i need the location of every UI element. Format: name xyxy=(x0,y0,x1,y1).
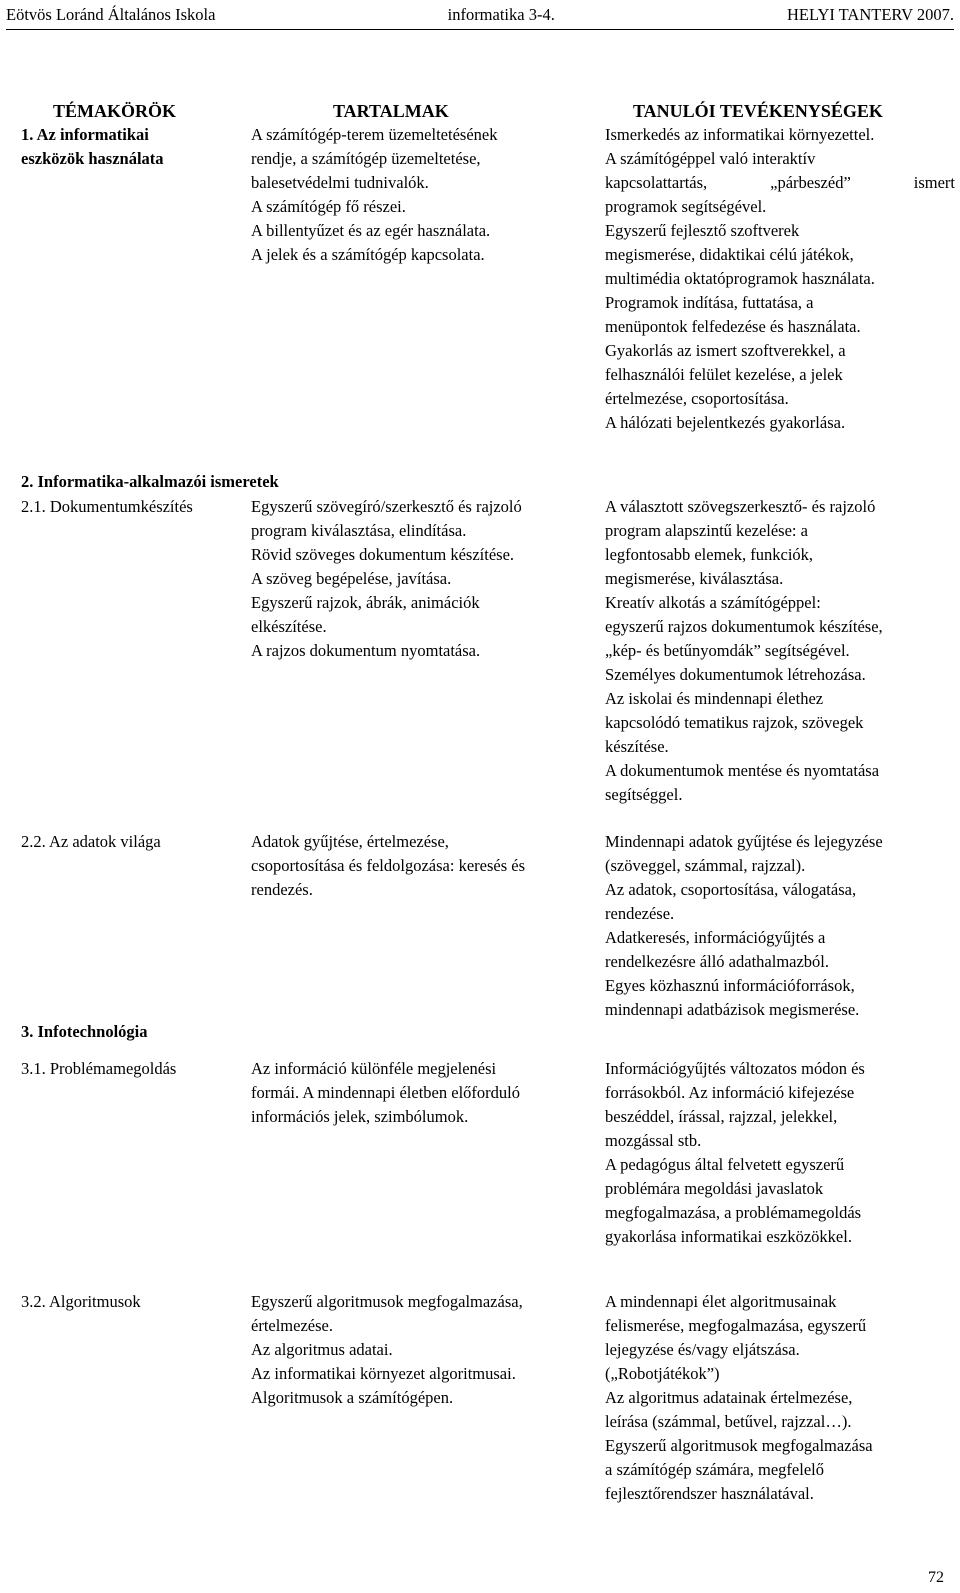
activity-line: legfontosabb elemek, funkciók, xyxy=(605,545,814,564)
subject-name: informatika 3-4. xyxy=(447,5,555,24)
activity-line: Az adatok, csoportosítása, válogatása, xyxy=(605,880,857,899)
topic-line: eszközök használata xyxy=(21,149,164,168)
activity-line: multimédia oktatóprogramok használata. xyxy=(605,269,875,288)
activity-line: problémára megoldási javaslatok xyxy=(605,1179,824,1198)
activity-line: Személyes dokumentumok létrehozása. xyxy=(605,665,866,684)
section-heading: 3. Infotechnológia xyxy=(21,1022,148,1041)
topic-cell xyxy=(21,1290,241,1314)
activity-line: A hálózati bejelentkezés gyakorlása. xyxy=(605,413,846,432)
activity-line: kapcsolódó tematikus rajzok, szövegek xyxy=(605,713,864,732)
activity-line: Az iskolai és mindennapi élethez xyxy=(605,689,824,708)
activity-line: egyszerű rajzos dokumentumok készítése, xyxy=(605,617,883,636)
activity-line: a számítógép számára, megfelelő xyxy=(605,1460,824,1479)
content-line: A billentyűzet és az egér használata. xyxy=(251,221,491,240)
activity-line: menüpontok felfedezése és használata. xyxy=(605,317,861,336)
activity-line: kapcsolattartás, „párbeszéd” ismert xyxy=(605,173,955,192)
column-headers xyxy=(0,99,960,125)
activity-line: program alapszintű kezelése: a xyxy=(605,521,808,540)
content-cell xyxy=(251,123,596,267)
activity-line: A pedagógus által felvetett egyszerű xyxy=(605,1155,845,1174)
curriculum-title: HELYI TANTERV 2007. xyxy=(787,5,954,24)
topic-line: 1. Az informatikai xyxy=(21,125,149,144)
content-line: Rövid szöveges dokumentum készítése. xyxy=(251,545,515,564)
section-heading: 2. Informatika-alkalmazói ismeretek xyxy=(21,472,279,491)
column-header-topics: TÉMAKÖRÖK xyxy=(53,101,177,121)
activity-line: A számítógéppel való interaktív xyxy=(605,149,816,168)
activity-line: Ismerkedés az informatikai környezettel. xyxy=(605,125,875,144)
activity-line: leírása (számmal, betűvel, rajzzal…). xyxy=(605,1412,852,1431)
topic-cell xyxy=(21,123,241,171)
activity-line: fejlesztőrendszer használatával. xyxy=(605,1484,814,1503)
content-line: értelmezése. xyxy=(251,1316,333,1335)
activity-line: lejegyzése és/vagy eljátszása. xyxy=(605,1340,800,1359)
activity-line: segítséggel. xyxy=(605,785,683,804)
content-cell xyxy=(251,1057,596,1129)
activity-line: rendezése. xyxy=(605,904,675,923)
activity-line: Mindennapi adatok gyűjtése és lejegyzése xyxy=(605,832,883,851)
activity-line: felismerése, megfogalmazása, egyszerű xyxy=(605,1316,867,1335)
activity-line: Egyszerű fejlesztő szoftverek xyxy=(605,221,800,240)
content-line: Egyszerű szövegíró/szerkesztő és rajzoló xyxy=(251,497,522,516)
content-line: A számítógép-terem üzemeltetésének xyxy=(251,125,498,144)
activity-line: rendelkezésre álló adathalmazból. xyxy=(605,952,830,971)
activities-cell xyxy=(605,830,955,1022)
page-number: 72 xyxy=(928,1569,944,1586)
content-line: rendje, a számítógép üzemeltetése, xyxy=(251,149,481,168)
activity-line: forrásokból. Az információ kifejezése xyxy=(605,1083,855,1102)
content-line: elkészítése. xyxy=(251,617,327,636)
content-line: Egyszerű rajzok, ábrák, animációk xyxy=(251,593,480,612)
column-header-activities: TANULÓI TEVÉKENYSÉGEK xyxy=(633,101,883,121)
activity-line: mozgással stb. xyxy=(605,1131,702,1150)
activity-line: programok segítségével. xyxy=(605,197,767,216)
content-cell xyxy=(251,830,596,902)
content-line: program kiválasztása, elindítása. xyxy=(251,521,467,540)
activity-line: A választott szövegszerkesztő- és rajzoló xyxy=(605,497,876,516)
activity-line: Adatkeresés, információgyűjtés a xyxy=(605,928,826,947)
activity-line: Programok indítása, futtatása, a xyxy=(605,293,814,312)
topic-line: 3.2. Algoritmusok xyxy=(21,1292,141,1311)
content-line: A jelek és a számítógép kapcsolata. xyxy=(251,245,485,264)
activities-cell xyxy=(605,1290,955,1506)
topic-line: 3.1. Problémamegoldás xyxy=(21,1059,177,1078)
content-line: csoportosítása és feldolgozása: keresés és xyxy=(251,856,525,875)
topic-cell xyxy=(21,830,241,854)
activity-line: megismerése, didaktikai célú játékok, xyxy=(605,245,854,264)
activity-line: mindennapi adatbázisok megismerése. xyxy=(605,1000,860,1019)
activity-line: megfogalmazása, a problémamegoldás xyxy=(605,1203,862,1222)
activity-line: Egyes közhasznú információforrások, xyxy=(605,976,855,995)
content-line: Az informatikai környezet algoritmusai. xyxy=(251,1364,516,1383)
content-line: A rajzos dokumentum nyomtatása. xyxy=(251,641,481,660)
activities-cell xyxy=(605,1057,955,1249)
activity-line: A dokumentumok mentése és nyomtatása xyxy=(605,761,880,780)
page-header xyxy=(6,2,954,28)
activity-line: Kreatív alkotás a számítógéppel: xyxy=(605,593,821,612)
activity-line: Egyszerű algoritmusok megfogalmazása xyxy=(605,1436,873,1455)
activity-line: Gyakorlás az ismert szoftverekkel, a xyxy=(605,341,846,360)
content-line: rendezés. xyxy=(251,880,313,899)
header-divider xyxy=(6,29,954,30)
activity-line: Az algoritmus adatainak értelmezése, xyxy=(605,1388,853,1407)
topic-line: 2.2. Az adatok világa xyxy=(21,832,161,851)
topic-cell xyxy=(21,1057,241,1081)
activity-line: megismerése, kiválasztása. xyxy=(605,569,784,588)
content-line: Egyszerű algoritmusok megfogalmazása, xyxy=(251,1292,523,1311)
column-header-contents: TARTALMAK xyxy=(333,101,449,121)
activity-line: felhasználói felület kezelése, a jelek xyxy=(605,365,843,384)
activity-line: „kép- és betűnyomdák” segítségével. xyxy=(605,641,850,660)
content-line: A szöveg begépelése, javítása. xyxy=(251,569,452,588)
activities-cell xyxy=(605,495,955,807)
content-line: balesetvédelmi tudnivalók. xyxy=(251,173,429,192)
content-cell xyxy=(251,1290,596,1410)
topic-line: 2.1. Dokumentumkészítés xyxy=(21,497,193,516)
activities-cell xyxy=(605,123,955,435)
activity-line: beszéddel, írással, rajzzal, jelekkel, xyxy=(605,1107,838,1126)
content-cell xyxy=(251,495,596,663)
activity-line: Információgyűjtés változatos módon és xyxy=(605,1059,865,1078)
activity-line: gyakorlása informatikai eszközökkel. xyxy=(605,1227,852,1246)
activity-line: („Robotjátékok”) xyxy=(605,1364,720,1383)
school-name: Eötvös Loránd Általános Iskola xyxy=(6,5,216,24)
content-line: A számítógép fő részei. xyxy=(251,197,406,216)
topic-cell xyxy=(21,495,241,519)
content-line: Az információ különféle megjelenési xyxy=(251,1059,497,1078)
content-line: információs jelek, szimbólumok. xyxy=(251,1107,469,1126)
activity-line: (szöveggel, számmal, rajzzal). xyxy=(605,856,806,875)
content-line: formái. A mindennapi életben előforduló xyxy=(251,1083,520,1102)
activity-line: készítése. xyxy=(605,737,669,756)
activity-line: értelmezése, csoportosítása. xyxy=(605,389,789,408)
content-line: Az algoritmus adatai. xyxy=(251,1340,393,1359)
content-line: Adatok gyűjtése, értelmezése, xyxy=(251,832,449,851)
activity-line: A mindennapi élet algoritmusainak xyxy=(605,1292,837,1311)
content-line: Algoritmusok a számítógépen. xyxy=(251,1388,454,1407)
